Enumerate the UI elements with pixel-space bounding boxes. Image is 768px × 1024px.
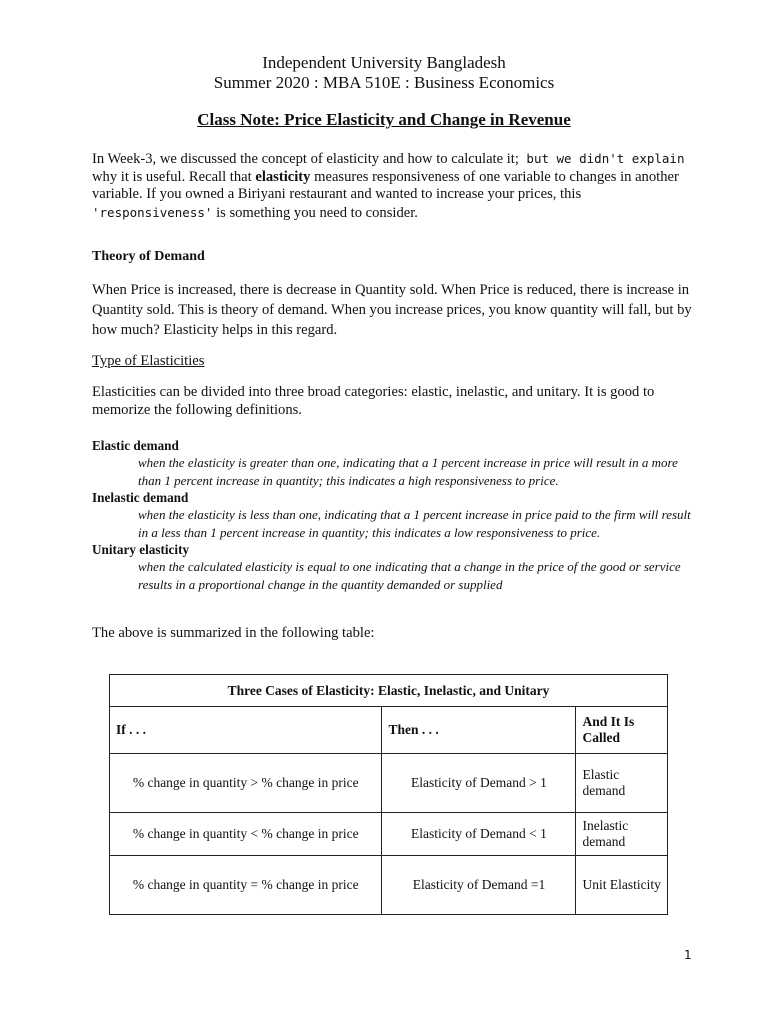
intro-bold-term: elasticity <box>255 168 311 185</box>
intro-text-4: is something you need to consider. <box>212 204 418 221</box>
table-cell: Unit Elasticity <box>576 856 668 915</box>
page-title: Class Note: Price Elasticity and Change in Revenue <box>197 110 571 129</box>
theory-paragraph: When Price is increased, there is decrease in Quantity sold. When Price is reduced, there is increase in Quantity sold. This is theory of demand. When you increase prices, you know quantity will fall, but by how much? Elasticity helps in this regard. <box>92 282 692 338</box>
table-cell: Inelastic demand <box>576 813 668 856</box>
table-cell: Elasticity of Demand > 1 <box>382 754 576 813</box>
definition-text: when the calculated elasticity is equal to one indicating that a change in the price of the good or service results in a proportional change in the quantity demanded or supplied <box>138 559 681 592</box>
table-cell: Elasticity of Demand =1 <box>382 856 576 915</box>
intro-quote-mono: 'responsiveness' <box>92 204 213 220</box>
table-caption: Three Cases of Elasticity: Elastic, Inelastic, and Unitary <box>110 675 668 707</box>
types-paragraph: Elasticities can be divided into three broad categories: elastic, inelastic, and unitary. It is good to memorize the following definitions. <box>92 384 655 418</box>
intro-text-3: measures responsiveness of one variable to changes in another variable. If you owned a Biriyani restaurant and wanted to increase your prices, this <box>92 168 679 202</box>
summary-text: The above is summarized in the following table: <box>92 625 375 641</box>
intro-paragraph <box>92 150 692 222</box>
table-header-cell: Then . . . <box>382 707 576 754</box>
intro-text-1: In Week-3, we discussed the concept of elasticity and how to calculate it; <box>92 151 519 167</box>
definition-text: when the elasticity is less than one, indicating that a 1 percent increase in price paid to the firm will result in a less than 1 percent increase in quantity; this indicates a low responsiveness to price. <box>138 507 691 540</box>
table-cell: Elasticity of Demand < 1 <box>382 813 576 856</box>
table-row <box>110 856 668 915</box>
table-caption-row <box>110 675 668 707</box>
definitions-list <box>92 437 702 593</box>
page-number: 1 <box>684 948 692 962</box>
table-cell: % change in quantity = % change in price <box>110 856 382 915</box>
elasticity-table <box>109 674 668 915</box>
document-header <box>0 53 768 93</box>
table-header-cell: And It Is Called <box>576 707 668 754</box>
course-info: Summer 2020 : MBA 510E : Business Economics <box>213 73 555 92</box>
table-row <box>110 754 668 813</box>
table-row <box>110 813 668 856</box>
table-cell: Elastic demand <box>576 754 668 813</box>
definition-term: Elastic demand <box>92 438 179 453</box>
table-cell: % change in quantity > % change in price <box>110 754 382 813</box>
types-heading: Type of Elasticities <box>92 353 205 369</box>
intro-text-2: why it is useful. Recall that <box>92 168 256 185</box>
intro-text-mono: but we didn't explain <box>518 151 685 166</box>
table-header-row <box>110 707 668 754</box>
definition-term: Inelastic demand <box>92 490 189 505</box>
definition-text: when the elasticity is greater than one, indicating that a 1 percent increase in price will result in a more than 1 percent increase in quantity; this indicates a high responsiveness to price. <box>138 455 678 488</box>
table-header-cell: If . . . <box>110 707 382 754</box>
definition-term: Unitary elasticity <box>92 542 190 557</box>
university-name: Independent University Bangladesh <box>262 53 506 72</box>
theory-heading: Theory of Demand <box>92 249 205 264</box>
table-cell: % change in quantity < % change in price <box>110 813 382 856</box>
